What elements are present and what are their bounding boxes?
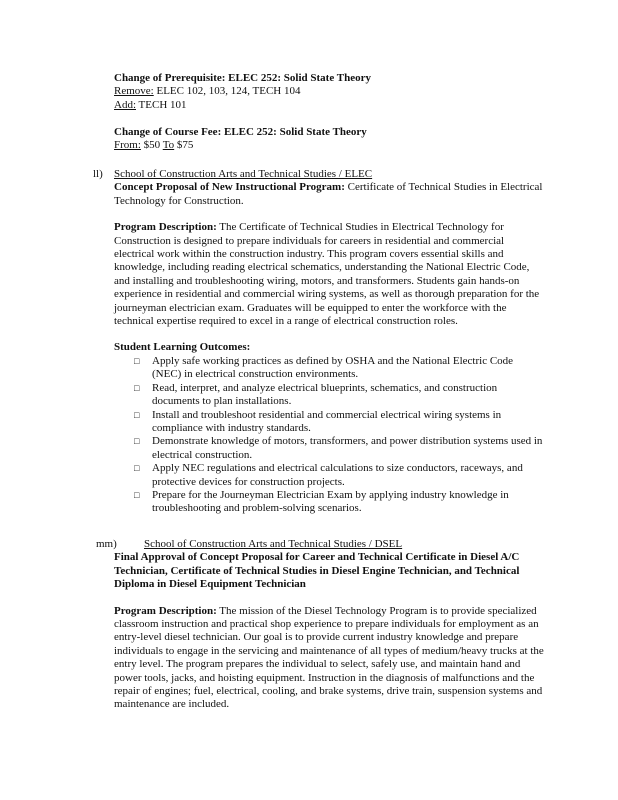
bullet-icon: □ xyxy=(134,463,140,474)
outcomes-list xyxy=(114,355,544,516)
bullet-icon: □ xyxy=(134,382,140,393)
add-value: TECH 101 xyxy=(136,98,187,111)
section-marker-mm: mm) xyxy=(96,538,117,550)
to-label: To xyxy=(162,139,175,152)
bullet-icon: □ xyxy=(134,436,140,447)
concept-label: Concept Proposal of New Instructional Program: xyxy=(114,181,345,194)
section-mm xyxy=(114,538,544,712)
list-item: □ Apply NEC regulations and electrical calculations to size conductors, raceways, and protective devices for construction projects. xyxy=(134,462,523,488)
description-text: The mission of the Diesel Technology Program is to provide specialized classroom instruction and practical shop experience to prepare individuals for employment as an entry-level diesel technician. Our goal is to provide current industry knowledge and prepare individuals to engage in the servicing and maintenance of all types of medium/heavy trucks at the entry level. The program prepares the individual to select, safely use, and maintain hand and power tools, jacks, and hoisting equipment. Instruction in the diagnosis of malfunctions and the repair of engines; fuel, electrical, cooling, and brake systems, drive train, suspension systems and maintenance are included. xyxy=(114,604,544,711)
bullet-icon: □ xyxy=(134,489,140,500)
list-item: □ Demonstrate knowledge of motors, transformers, and power distribution systems used in electrical construction. xyxy=(134,435,543,461)
section-mm-final-approval: Final Approval of Concept Proposal for Career and Technical Certificate in Diesel A/C Technician, Certificate of Technical Studies in Diesel Engine Technician, and Technical Diploma in Diesel Equipment Technician xyxy=(114,551,520,591)
remove-value: ELEC 102, 103, 124, TECH 104 xyxy=(153,85,301,98)
fee-title: Change of Course Fee: ELEC 252: Solid State Theory xyxy=(114,126,367,138)
description-label: Program Description: xyxy=(114,221,217,234)
section-ll-school: School of Construction Arts and Technical Studies / ELEC xyxy=(114,168,373,180)
prereq-add-line xyxy=(114,99,544,112)
section-mm-description xyxy=(114,605,544,712)
bullet-icon: □ xyxy=(134,355,140,366)
from-label: From: xyxy=(114,139,141,152)
remove-label: Remove: xyxy=(114,85,154,98)
slo-heading: Student Learning Outcomes: xyxy=(114,341,251,354)
list-item: □ Apply safe working practices as defined by OSHA and the National Electric Code (NEC) in electrical construction environments. xyxy=(134,354,514,381)
prereq-remove-line xyxy=(114,85,544,98)
description-text: The Certificate of Technical Studies in Electrical Technology for Construction is designed to prepare individuals for careers in residential and commercial electrical work within the construction industry. This program covers essential skills and knowledge, including reading electrical schematics, understanding the National Electric Code, and installing and troubleshooting wiring, motors, and transformers. Students gain hands-on experience in residential and commercial wiring systems, as well as thorough preparation for the journeyman electrician exam. Graduates will be equipped to enter the workforce with the technical expertise required to excel in a range of electrical construction roles. xyxy=(114,221,540,328)
to-value: $75 xyxy=(174,139,194,152)
section-mm-school: School of Construction Arts and Technical Studies / DSEL xyxy=(144,538,403,550)
add-label: Add: xyxy=(114,98,136,111)
list-item: □ Read, interpret, and analyze electrical blueprints, schematics, and construction documents to plan installations. xyxy=(134,381,498,408)
description-label: Program Description: xyxy=(114,604,217,617)
section-ll-description xyxy=(114,221,544,328)
bullet-icon: □ xyxy=(134,409,140,420)
fee-block xyxy=(114,126,544,153)
prereq-block xyxy=(114,72,544,112)
list-item: □ Install and troubleshoot residential and commercial electrical wiring systems in compliance with industry standards. xyxy=(134,408,502,434)
concept-text: Certificate of Technical Studies in Electrical Technology for Construction. xyxy=(114,181,543,207)
list-item: □ Prepare for the Journeyman Electrician Exam by applying industry knowledge in troubleshooting and problem-solving scenarios. xyxy=(134,488,509,515)
section-marker-ll: ll) xyxy=(93,168,103,180)
from-value: $50 xyxy=(140,139,163,152)
prereq-title: Change of Prerequisite: ELEC 252: Solid State Theory xyxy=(114,72,371,84)
section-ll xyxy=(114,168,544,516)
section-ll-concept xyxy=(114,181,544,208)
fee-line xyxy=(114,139,544,152)
